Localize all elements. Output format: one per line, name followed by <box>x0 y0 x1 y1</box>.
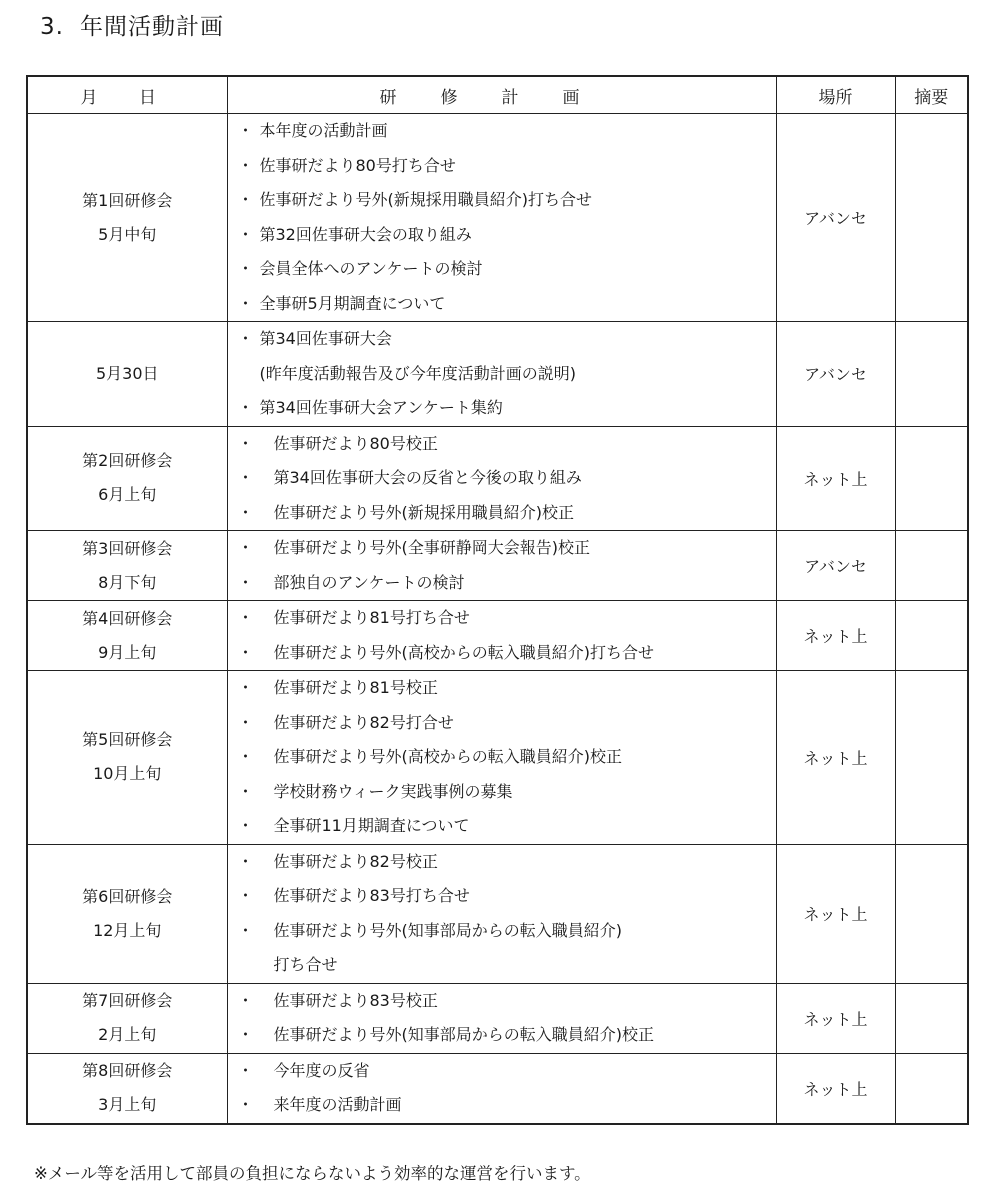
header-date: 月 日 <box>27 76 227 114</box>
plan-cell <box>227 601 776 671</box>
plan-item: ・ 来年度の活動計画 <box>237 1095 402 1114</box>
place-cell: ネット上 <box>776 426 895 531</box>
memo-cell <box>895 671 968 845</box>
plan-item: ・ 本年度の活動計画 <box>237 121 388 140</box>
plan-cell <box>227 671 776 845</box>
table-row <box>27 601 968 671</box>
plan-item: ・ 佐事研だより81号校正 <box>237 678 438 697</box>
session-name: 第1回研修会 <box>82 190 173 210</box>
session-date: 3月上旬 <box>98 1095 157 1114</box>
date-cell <box>27 114 227 322</box>
session-date: 5月30日 <box>95 363 159 383</box>
place-cell: ネット上 <box>776 671 895 845</box>
session-date: 2月上旬 <box>98 1025 157 1044</box>
plan-item: ・ 佐事研だより82号校正 <box>237 851 438 871</box>
footnote: ※メール等を活用して部員の負担にならないよう効率的な運営を行います。 <box>34 1164 591 1183</box>
plan-item-continuation: 打ち合せ <box>273 955 338 974</box>
plan-cell <box>227 844 776 983</box>
plan-item: ・ 佐事研だより号外(高校からの転入職員紹介)校正 <box>237 747 622 766</box>
plan-cell <box>227 1053 776 1124</box>
plan-item: ・ 部独自のアンケートの検討 <box>237 572 465 592</box>
table-row <box>27 114 968 322</box>
plan-item-continuation: (昨年度活動報告及び今年度活動計画の説明) <box>259 363 576 383</box>
place-cell: ネット上 <box>776 1053 895 1124</box>
plan-item: ・ 第34回佐事研大会 <box>237 329 392 348</box>
place-cell: ネット上 <box>776 844 895 983</box>
date-cell <box>27 601 227 671</box>
plan-item: ・ 第34回佐事研大会の反省と今後の取り組み <box>237 468 582 487</box>
section-title: 年間活動計画 <box>79 14 224 40</box>
session-name: 第3回研修会 <box>82 538 173 558</box>
plan-item: ・ 佐事研だより80号校正 <box>237 433 438 453</box>
table-header-row <box>27 76 968 114</box>
plan-item: ・ 佐事研だより号外(知事部局からの転入職員紹介)校正 <box>237 1025 654 1044</box>
memo-cell <box>895 844 968 983</box>
table-row <box>27 322 968 427</box>
header-plan: 研修計画 <box>227 76 776 114</box>
memo-cell <box>895 983 968 1053</box>
table-row <box>27 844 968 983</box>
place-cell: アバンセ <box>776 114 895 322</box>
plan-item: ・ 佐事研だより号外(新規採用職員紹介)打ち合せ <box>237 190 592 209</box>
plan-item: ・ 佐事研だより号外(全事研静岡大会報告)校正 <box>237 538 590 557</box>
session-name: 第4回研修会 <box>82 608 173 628</box>
session-name: 第8回研修会 <box>82 1061 173 1080</box>
plan-cell <box>227 426 776 531</box>
session-date: 9月上旬 <box>98 642 157 662</box>
plan-item: ・ 第34回佐事研大会アンケート集約 <box>237 398 503 417</box>
date-cell <box>27 983 227 1053</box>
table-row <box>27 983 968 1053</box>
table-row <box>27 1053 968 1124</box>
session-date: 8月下旬 <box>98 572 157 592</box>
session-date: 10月上旬 <box>93 764 162 784</box>
plan-item: ・ 学校財務ウィーク実践事例の募集 <box>237 781 513 801</box>
plan-cell <box>227 531 776 601</box>
plan-item: ・ 佐事研だより81号打ち合せ <box>237 608 470 627</box>
session-name: 第5回研修会 <box>82 730 173 750</box>
memo-cell <box>895 426 968 531</box>
section-heading <box>40 8 224 41</box>
place-cell: アバンセ <box>776 531 895 601</box>
plan-item: ・ 今年度の反省 <box>237 1060 370 1080</box>
date-cell <box>27 844 227 983</box>
memo-cell <box>895 322 968 427</box>
header-place: 場所 <box>776 76 895 114</box>
place-cell: ネット上 <box>776 983 895 1053</box>
place-cell: ネット上 <box>776 601 895 671</box>
date-cell <box>27 322 227 427</box>
annual-plan-table <box>26 75 969 1125</box>
plan-item: ・ 第32回佐事研大会の取り組み <box>237 224 472 244</box>
table-row <box>27 531 968 601</box>
plan-cell <box>227 114 776 322</box>
memo-cell <box>895 531 968 601</box>
memo-cell <box>895 1053 968 1124</box>
plan-item: ・ 会員全体へのアンケートの検討 <box>237 259 483 278</box>
session-date: 6月上旬 <box>98 485 157 505</box>
plan-item: ・ 佐事研だより80号打ち合せ <box>237 155 456 175</box>
session-name: 第7回研修会 <box>82 991 173 1010</box>
plan-cell <box>227 322 776 427</box>
session-name: 第2回研修会 <box>82 451 173 471</box>
date-cell <box>27 531 227 601</box>
memo-cell <box>895 601 968 671</box>
date-cell <box>27 671 227 845</box>
plan-cell <box>227 983 776 1053</box>
plan-item: ・ 佐事研だより83号校正 <box>237 990 438 1010</box>
plan-item: ・ 佐事研だより号外(知事部局からの転入職員紹介) <box>237 920 622 940</box>
memo-cell <box>895 114 968 322</box>
section-number: 3. <box>40 14 64 40</box>
session-name: 第6回研修会 <box>82 886 173 906</box>
plan-item: ・ 佐事研だより号外(新規採用職員紹介)校正 <box>237 502 574 522</box>
plan-item: ・ 佐事研だより83号打ち合せ <box>237 886 470 905</box>
plan-item: ・ 全事研11月期調査について <box>237 816 470 835</box>
plan-item: ・ 佐事研だより82号打合せ <box>237 712 454 732</box>
table-row <box>27 671 968 845</box>
table-row <box>27 426 968 531</box>
date-cell <box>27 426 227 531</box>
plan-item: ・ 佐事研だより号外(高校からの転入職員紹介)打ち合せ <box>237 642 654 662</box>
place-cell: アバンセ <box>776 322 895 427</box>
session-date: 12月上旬 <box>93 920 162 940</box>
date-cell <box>27 1053 227 1124</box>
session-date: 5月中旬 <box>98 224 157 244</box>
header-memo: 摘要 <box>895 76 968 114</box>
plan-item: ・ 全事研5月期調査について <box>237 293 446 313</box>
